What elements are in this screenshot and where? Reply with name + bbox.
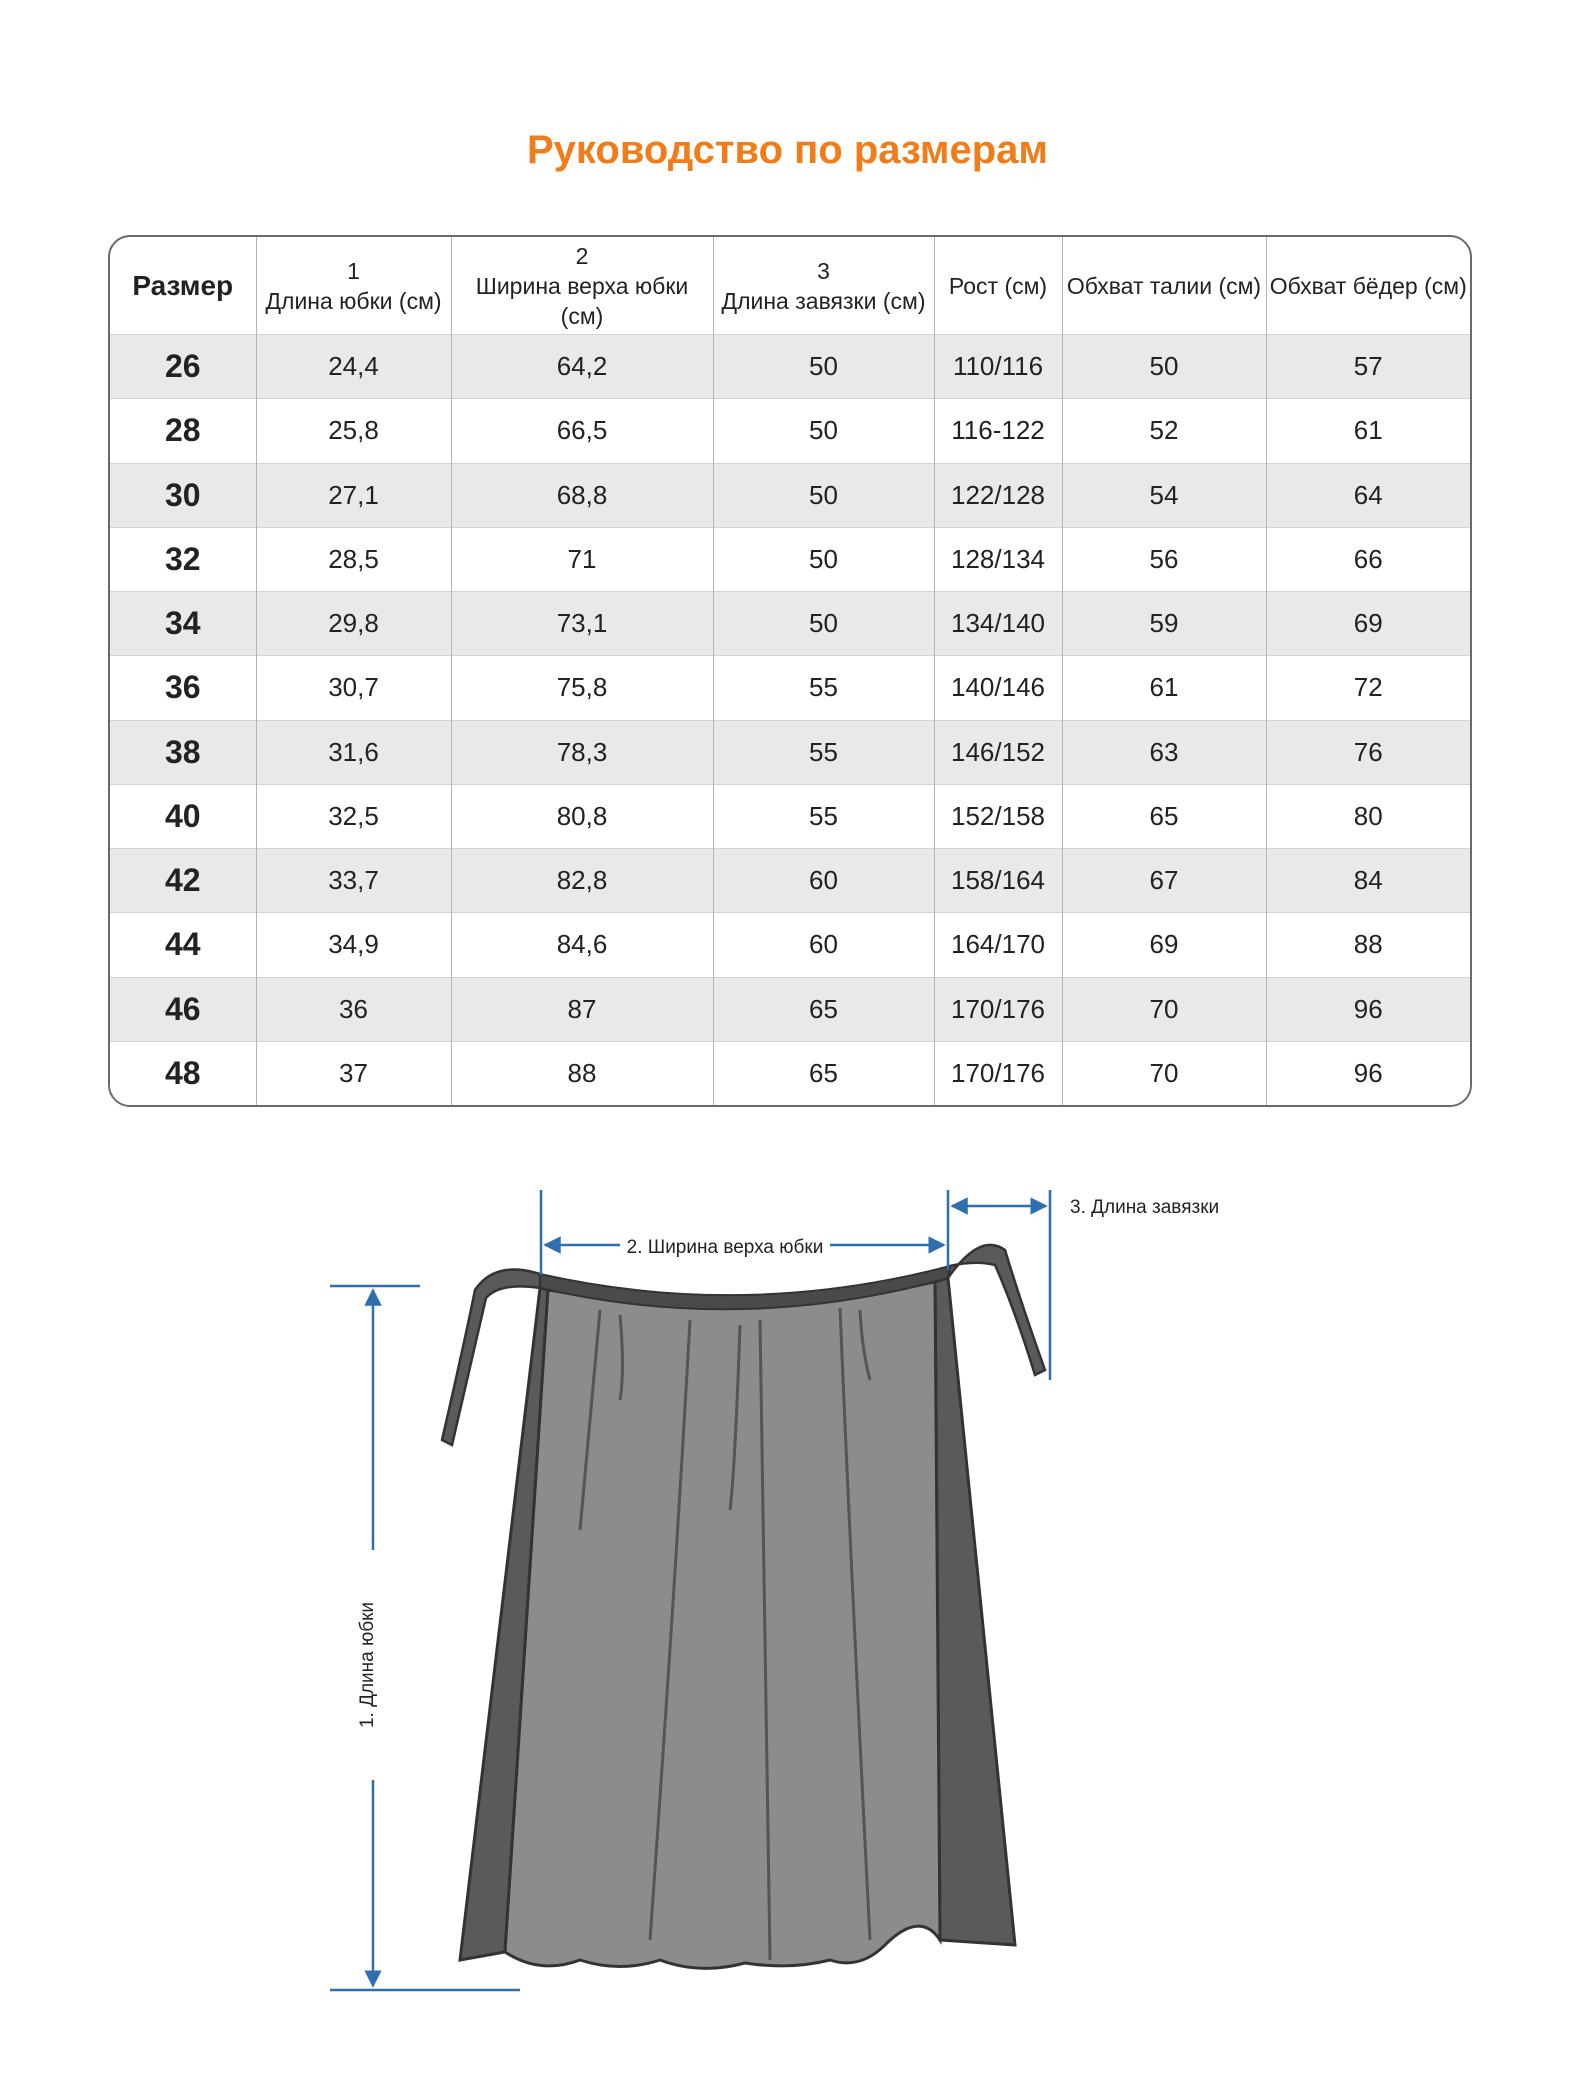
header-label: Длина завязки (см) xyxy=(721,287,926,314)
value-cell: 65 xyxy=(1062,784,1266,848)
value-cell: 50 xyxy=(713,399,934,463)
size-cell: 28 xyxy=(110,399,256,463)
value-cell: 152/158 xyxy=(934,784,1062,848)
value-cell: 61 xyxy=(1062,656,1266,720)
value-cell: 50 xyxy=(713,463,934,527)
value-cell: 33,7 xyxy=(256,849,451,913)
size-cell: 30 xyxy=(110,463,256,527)
skirt-right-tie xyxy=(948,1245,1045,1375)
value-cell: 65 xyxy=(713,977,934,1041)
header-skirt-length xyxy=(256,237,451,335)
header-num: 1 xyxy=(347,257,360,284)
table-row xyxy=(110,592,1470,656)
value-cell: 31,6 xyxy=(256,720,451,784)
value-cell: 28,5 xyxy=(256,527,451,591)
label-tie-length: 3. Длина завязки xyxy=(1070,1197,1220,1218)
value-cell: 80 xyxy=(1266,784,1470,848)
header-tie-length xyxy=(713,237,934,335)
value-cell: 82,8 xyxy=(451,849,713,913)
value-cell: 116-122 xyxy=(934,399,1062,463)
value-cell: 50 xyxy=(713,527,934,591)
table-row xyxy=(110,335,1470,399)
table-row xyxy=(110,849,1470,913)
value-cell: 122/128 xyxy=(934,463,1062,527)
value-cell: 128/134 xyxy=(934,527,1062,591)
header-num: 3 xyxy=(817,257,830,284)
value-cell: 30,7 xyxy=(256,656,451,720)
value-cell: 52 xyxy=(1062,399,1266,463)
value-cell: 75,8 xyxy=(451,656,713,720)
value-cell: 56 xyxy=(1062,527,1266,591)
header-height: Рост (см) xyxy=(934,237,1062,335)
value-cell: 60 xyxy=(713,849,934,913)
value-cell: 60 xyxy=(713,913,934,977)
value-cell: 140/146 xyxy=(934,656,1062,720)
value-cell: 96 xyxy=(1266,977,1470,1041)
size-cell: 26 xyxy=(110,335,256,399)
value-cell: 29,8 xyxy=(256,592,451,656)
table-row xyxy=(110,1041,1470,1105)
value-cell: 65 xyxy=(713,1041,934,1105)
value-cell: 50 xyxy=(1062,335,1266,399)
value-cell: 146/152 xyxy=(934,720,1062,784)
size-cell: 44 xyxy=(110,913,256,977)
table-row xyxy=(110,527,1470,591)
header-size: Размер xyxy=(132,269,234,301)
size-cell: 48 xyxy=(110,1041,256,1105)
value-cell: 170/176 xyxy=(934,977,1062,1041)
value-cell: 84,6 xyxy=(451,913,713,977)
value-cell: 24,4 xyxy=(256,335,451,399)
value-cell: 134/140 xyxy=(934,592,1062,656)
header-top-width xyxy=(451,237,713,335)
value-cell: 87 xyxy=(451,977,713,1041)
table-header-row xyxy=(110,237,1470,335)
table-row xyxy=(110,913,1470,977)
value-cell: 66 xyxy=(1266,527,1470,591)
header-num: 2 xyxy=(575,242,589,269)
value-cell: 68,8 xyxy=(451,463,713,527)
header-label: Ширина верха юбки (см) xyxy=(475,272,689,329)
header-waist: Обхват талии (см) xyxy=(1062,237,1266,335)
value-cell: 76 xyxy=(1266,720,1470,784)
skirt-illustration xyxy=(442,1245,1045,1968)
value-cell: 80,8 xyxy=(451,784,713,848)
size-cell: 40 xyxy=(110,784,256,848)
value-cell: 78,3 xyxy=(451,720,713,784)
value-cell: 158/164 xyxy=(934,849,1062,913)
value-cell: 34,9 xyxy=(256,913,451,977)
size-cell: 34 xyxy=(110,592,256,656)
value-cell: 73,1 xyxy=(451,592,713,656)
skirt-right-panel xyxy=(935,1278,1015,1945)
value-cell: 37 xyxy=(256,1041,451,1105)
size-table xyxy=(108,235,1472,1107)
value-cell: 50 xyxy=(713,592,934,656)
value-cell: 55 xyxy=(713,784,934,848)
value-cell: 67 xyxy=(1062,849,1266,913)
value-cell: 88 xyxy=(451,1041,713,1105)
value-cell: 55 xyxy=(713,656,934,720)
value-cell: 96 xyxy=(1266,1041,1470,1105)
value-cell: 32,5 xyxy=(256,784,451,848)
table-row xyxy=(110,463,1470,527)
value-cell: 71 xyxy=(451,527,713,591)
dimension-top-width xyxy=(541,1190,948,1275)
value-cell: 72 xyxy=(1266,656,1470,720)
value-cell: 69 xyxy=(1062,913,1266,977)
table-row xyxy=(110,977,1470,1041)
value-cell: 88 xyxy=(1266,913,1470,977)
label-top-width: 2. Ширина верха юбки xyxy=(626,1237,824,1258)
value-cell: 27,1 xyxy=(256,463,451,527)
value-cell: 63 xyxy=(1062,720,1266,784)
skirt-diagram xyxy=(0,1170,1575,2030)
size-cell: 32 xyxy=(110,527,256,591)
size-cell: 42 xyxy=(110,849,256,913)
value-cell: 57 xyxy=(1266,335,1470,399)
table-row xyxy=(110,784,1470,848)
value-cell: 50 xyxy=(713,335,934,399)
value-cell: 55 xyxy=(713,720,934,784)
header-hips: Обхват бёдер (см) xyxy=(1266,237,1470,335)
value-cell: 54 xyxy=(1062,463,1266,527)
size-cell: 36 xyxy=(110,656,256,720)
value-cell: 69 xyxy=(1266,592,1470,656)
size-cell: 46 xyxy=(110,977,256,1041)
skirt-front-panel xyxy=(505,1282,940,1968)
value-cell: 110/116 xyxy=(934,335,1062,399)
value-cell: 61 xyxy=(1266,399,1470,463)
dimension-tie-length xyxy=(952,1190,1219,1380)
value-cell: 70 xyxy=(1062,977,1266,1041)
header-label: Длина юбки (см) xyxy=(265,287,442,314)
value-cell: 36 xyxy=(256,977,451,1041)
value-cell: 170/176 xyxy=(934,1041,1062,1105)
value-cell: 66,5 xyxy=(451,399,713,463)
value-cell: 64 xyxy=(1266,463,1470,527)
value-cell: 70 xyxy=(1062,1041,1266,1105)
label-skirt-length: 1. Длина юбки xyxy=(357,1601,378,1729)
table-row xyxy=(110,399,1470,463)
value-cell: 25,8 xyxy=(256,399,451,463)
size-cell: 38 xyxy=(110,720,256,784)
value-cell: 59 xyxy=(1062,592,1266,656)
table-row xyxy=(110,720,1470,784)
value-cell: 164/170 xyxy=(934,913,1062,977)
table-row xyxy=(110,656,1470,720)
value-cell: 84 xyxy=(1266,849,1470,913)
value-cell: 64,2 xyxy=(451,335,713,399)
page-title: Руководство по размерам xyxy=(527,128,1048,172)
